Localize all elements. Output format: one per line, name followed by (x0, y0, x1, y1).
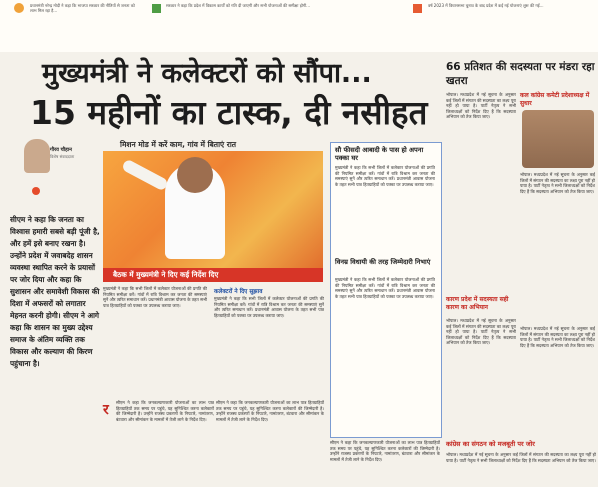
photo-caption: बैठक में मुख्यमंत्री ने दिए कई निर्देश दिए (113, 270, 219, 279)
drop-cap: र (103, 402, 109, 418)
top-strip-col-2: सरकार ने कहा कि प्रदेश में विकास कार्यों को गति दी जाएगी और सभी योजनाओं की समीक्षा होगी... (166, 3, 311, 8)
top-strip-accent-2 (152, 4, 161, 13)
right-headline: 66 प्रतिशत की सदस्यता पर मंडरा रहा खतरा (446, 61, 595, 87)
mid-heading: कलेक्टरों ने दिए सुझाव (214, 289, 263, 295)
top-strip-col-3: वर्ष 2023 में विधानसभा चुनाव के बाद प्रदेश में कई नई योजनाएं शुरू की गईं... (428, 3, 544, 8)
main-headline-line-2: 15 महीनों का टास्क, दी नसीहत (30, 93, 428, 132)
center-text-2: मुख्यमंत्री ने कहा कि सभी जिलों में कलेक्टर योजनाओं की प्रगति की नियमित समीक्षा करें। गांवों में रात्रि विश्राम कर जनता की समस्याएं सुनें और त्वरित समाधान करें। प्रधानमंत्री आवास योजना के तहत सभी पात्र हितग्राहियों को पक्का घर उपलब्ध कराया जाए। (335, 277, 435, 299)
top-strip-col-1: प्रधानमंत्री नरेन्द्र मोदी ने कहा कि भाजपा सरकार की नीतियों से जनता को लाभ मिल रहा है... (30, 3, 135, 13)
bottom-text-2: सीएम ने कहा कि जनकल्याणकारी योजनाओं का लाभ पात्र हितग्राहियों तक समय पर पहुंचे, यह सुनिश्चित करना कलेक्टरों की जिम्मेदारी है। उन्होंने राजस्व प्रकरणों के निपटारे, नामांतरण, बंटवारा और सीमांकन के मामलों में तेजी लाने के निर्देश दिए। (216, 400, 324, 422)
mid-column-text-2: मुख्यमंत्री ने कहा कि सभी जिलों में कलेक्टर योजनाओं की प्रगति की नियमित समीक्षा करें। गांवों में रात्रि विश्राम कर जनता की समस्याएं सुनें और त्वरित समाधान करें। प्रधानमंत्री आवास योजना के तहत सभी पात्र हितग्राहियों को पक्का घर उपलब्ध कराया जाए। (214, 296, 324, 318)
top-strip (0, 0, 598, 52)
reporter-block (10, 135, 90, 205)
right-text-3: भोपाल। मध्यप्रदेश में नई सूचना के अनुसार कई जिलों में संगठन की सदस्यता का लक्ष्य पूरा नहीं हो पाया है। पार्टी नेतृत्व ने सभी जिलाध्यक्षों को निर्देश दिए हैं कि सदस्यता अभियान को तेज किया जाए। (446, 318, 516, 346)
center-heading-1: सौ फीसदी आबादी के पास हो अपना पक्का घर (335, 146, 424, 162)
mid-column-text-1: मुख्यमंत्री ने कहा कि सभी जिलों में कलेक्टर योजनाओं की प्रगति की नियमित समीक्षा करें। गांवों में रात्रि विश्राम कर जनता की समस्याएं सुनें और त्वरित समाधान करें। प्रधानमंत्री आवास योजना के तहत सभी पात्र हितग्राहियों को पक्का घर उपलब्ध कराया जाए। (103, 286, 207, 308)
right-section-2: कारण प्रदेश में सदस्यता सही कारण का अभियान (446, 296, 509, 311)
bottom-text-1: सीएम ने कहा कि जनकल्याणकारी योजनाओं का लाभ पात्र हितग्राहियों तक समय पर पहुंचे, यह सुनिश्चित करना कलेक्टरों की जिम्मेदारी है। उन्होंने राजस्व प्रकरणों के निपटारे, नामांतरण, बंटवारा और सीमांकन के मामलों में तेजी लाने के निर्देश दिए। (116, 400, 214, 422)
right-text-5: भोपाल। मध्यप्रदेश में नई सूचना के अनुसार कई जिलों में संगठन की सदस्यता का लक्ष्य पूरा नहीं हो पाया है। पार्टी नेतृत्व ने सभी जिलाध्यक्षों को निर्देश दिए हैं कि सदस्यता अभियान को तेज किया जाए। (446, 452, 596, 463)
center-heading-2: विनम्र विधायी की तरह जिम्मेदारी निभाएं (335, 258, 431, 266)
photo-caption-bar (103, 268, 323, 282)
right-section-1: कल कांग्रेस कमेटी प्रदेशाध्यक्ष में सुधार (520, 92, 590, 107)
left-intro: सीएम ने कहा कि जनता का विश्वास हमारी सबसे बड़ी पूंजी है, और हमें इसे बनाए रखना है। उन्होंने प्रदेश में जवाबदेह शासन व्यवस्था स्थापित करने के प्रयासों पर जोर दिया और कहा कि सुशासन और समावेशी विकास की दिशा में अफसरों को लगातार मेहनत करनी होगी। सीएम ने आगे कहा कि शासन का मुख्य उद्देश्य समाज के अंतिम व्यक्ति तक विकास और कल्याण की किरण पहुंचाना है। (10, 215, 100, 368)
paper-logo-icon (32, 187, 40, 195)
reporter-desk: विशेष संवाददाता (50, 154, 75, 159)
right-text-4: भोपाल। मध्यप्रदेश में नई सूचना के अनुसार कई जिलों में संगठन की सदस्यता का लक्ष्य पूरा नहीं हो पाया है। पार्टी नेतृत्व ने सभी जिलाध्यक्षों को निर्देश दिए हैं कि सदस्यता अभियान को तेज किया जाए। (520, 326, 595, 348)
right-text-2: भोपाल। मध्यप्रदेश में नई सूचना के अनुसार कई जिलों में संगठन की सदस्यता का लक्ष्य पूरा नहीं हो पाया है। पार्टी नेतृत्व ने सभी जिलाध्यक्षों को निर्देश दिए हैं कि सदस्यता अभियान को तेज किया जाए। (520, 172, 595, 194)
cm-arm (121, 158, 169, 191)
right-text-1: भोपाल। मध्यप्रदेश में नई सूचना के अनुसार कई जिलों में संगठन की सदस्यता का लक्ष्य पूरा नहीं हो पाया है। पार्टी नेतृत्व ने सभी जिलाध्यक्षों को निर्देश दिए हैं कि सदस्यता अभियान को तेज किया जाए। (446, 92, 516, 120)
avatar (24, 139, 50, 173)
right-inset-photo (522, 110, 594, 168)
center-text-1: मुख्यमंत्री ने कहा कि सभी जिलों में कलेक्टर योजनाओं की प्रगति की नियमित समीक्षा करें। गांवों में रात्रि विश्राम कर जनता की समस्याएं सुनें और त्वरित समाधान करें। प्रधानमंत्री आवास योजना के तहत सभी पात्र हितग्राहियों को पक्का घर उपलब्ध कराया जाए। (335, 165, 435, 187)
top-strip-accent-1 (14, 3, 24, 13)
main-headline-line-1: मुख्यमंत्री ने कलेक्टरों को सौंपा... (42, 58, 372, 89)
cm-photo (103, 151, 323, 268)
bottom-text-3: सीएम ने कहा कि जनकल्याणकारी योजनाओं का लाभ पात्र हितग्राहियों तक समय पर पहुंचे, यह सुनिश्चित करना कलेक्टरों की जिम्मेदारी है। उन्होंने राजस्व प्रकरणों के निपटारे, नामांतरण, बंटवारा और सीमांकन के मामलों में तेजी लाने के निर्देश दिए। (330, 440, 440, 462)
main-subhead: मिशन मोड में करें काम, गांव में बिताएं रात (120, 140, 237, 149)
reporter-name: गौरव चौहान (50, 147, 72, 153)
right-highlight: कांग्रेस का संगठन को मजबूती पर जोर (446, 440, 535, 448)
center-box (330, 142, 442, 438)
cm-head (177, 157, 213, 193)
top-strip-accent-3 (413, 4, 422, 13)
